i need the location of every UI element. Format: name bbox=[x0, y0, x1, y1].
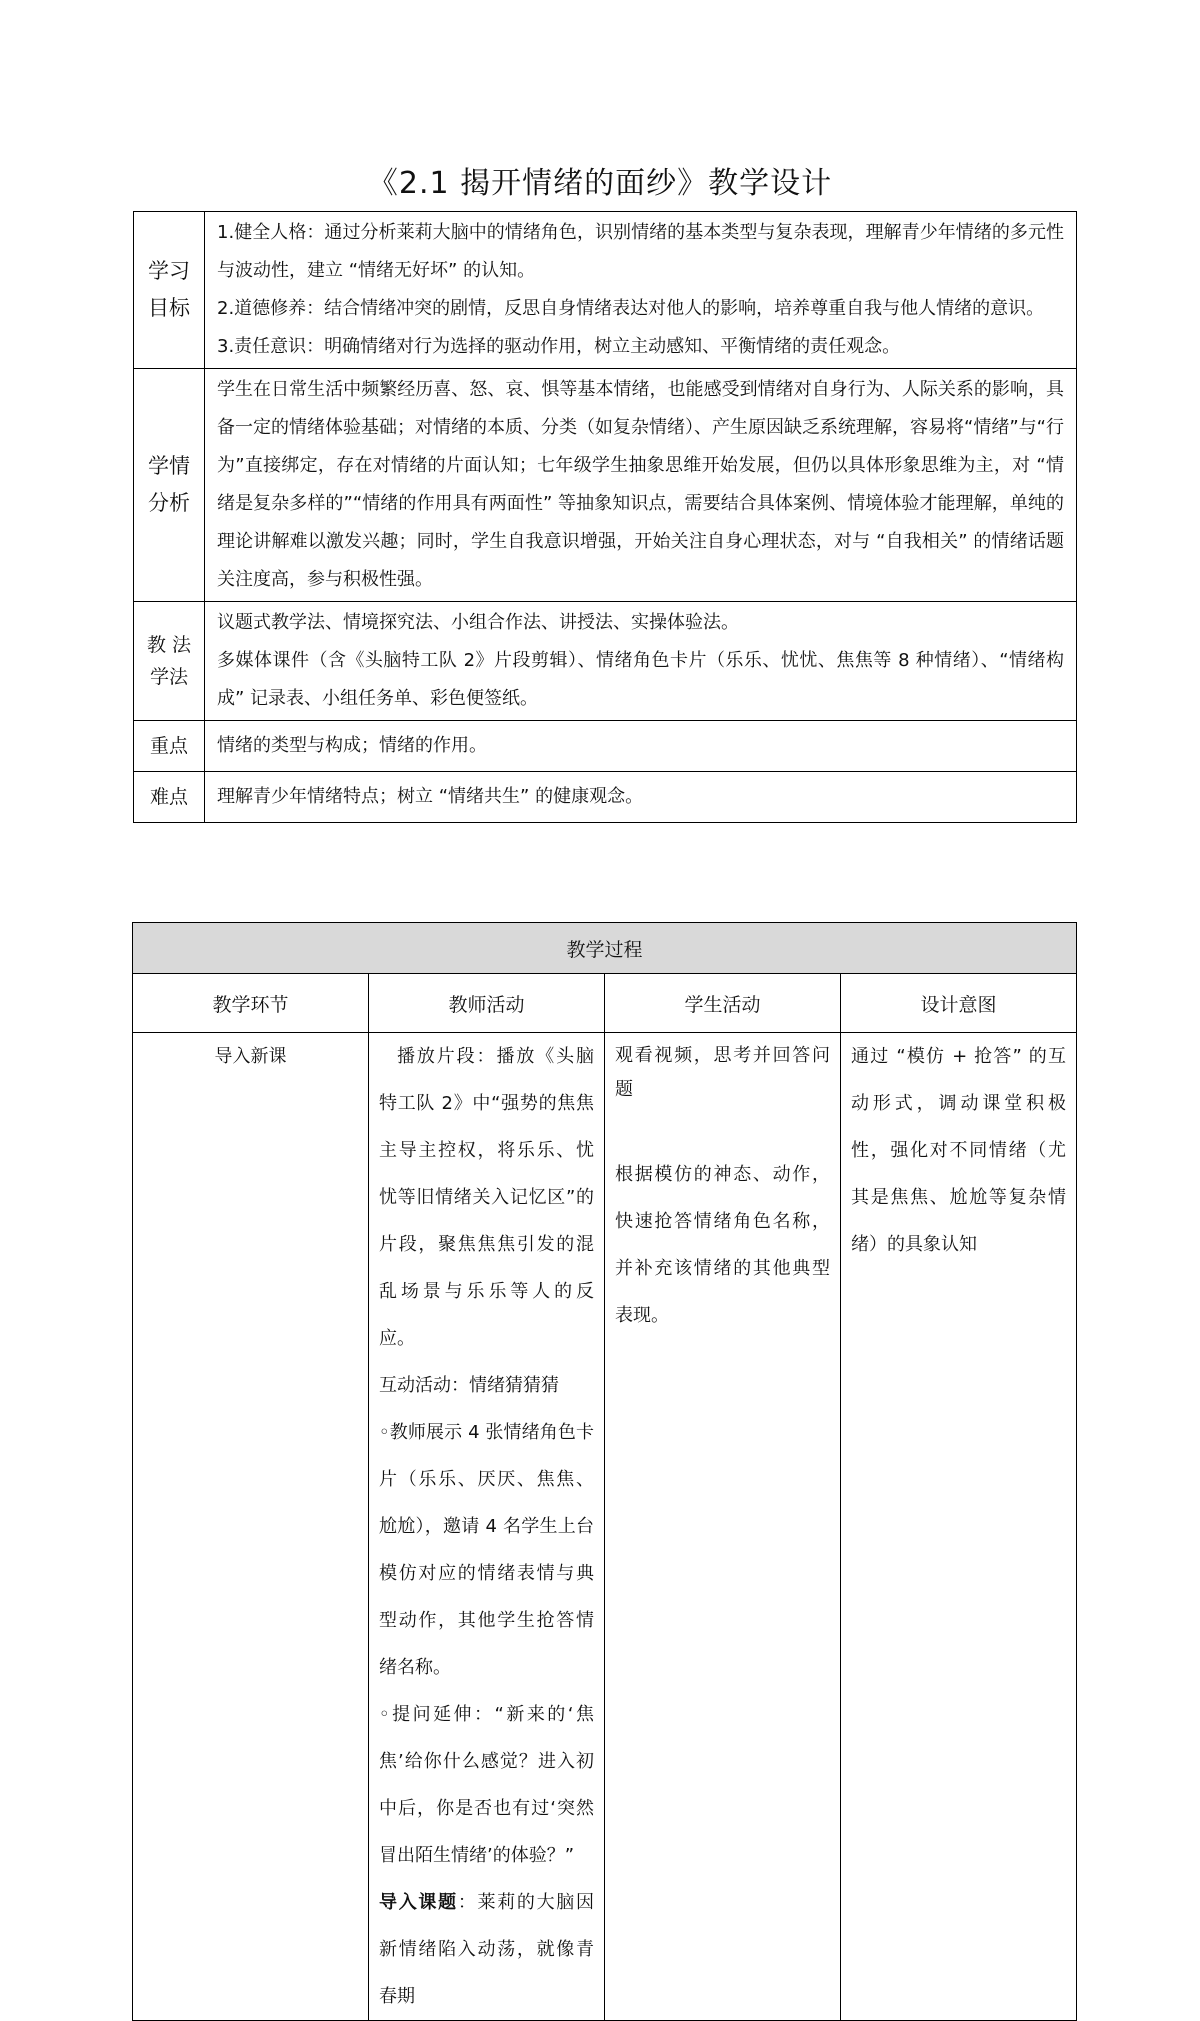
overview-table bbox=[133, 211, 1077, 823]
difficulties-row bbox=[134, 772, 1077, 823]
student-paragraph: 观看视频，思考并回答问题 bbox=[615, 1045, 830, 1100]
student-activity-cell bbox=[605, 1033, 841, 2021]
stage-cell: 导入新课 bbox=[133, 1033, 369, 2021]
process-header: 教学过程 bbox=[133, 923, 1077, 974]
process-table bbox=[132, 922, 1077, 2021]
lead-label: 导入课题 bbox=[379, 1892, 458, 1913]
objective-item: 3.责任意识：明确情绪对行为选择的驱动作用，树立主动感知、平衡情绪的责任观念。 bbox=[217, 336, 901, 357]
column-header: 教学环节 bbox=[133, 974, 369, 1033]
teacher-activity-cell bbox=[369, 1033, 605, 2021]
page-title: 《2.1 揭开情绪的面纱》教学设计 bbox=[367, 166, 833, 201]
key-points-row bbox=[134, 721, 1077, 772]
difficulties-content: 理解青少年情绪特点；树立 “情绪共生” 的健康观念。 bbox=[205, 772, 1077, 823]
methods-content bbox=[205, 602, 1077, 721]
objective-item: 2.道德修养：结合情绪冲突的剧情，反思自身情绪表达对他人的影响，培养尊重自我与他人情绪的意识。 bbox=[217, 298, 1045, 319]
process-column-headers bbox=[133, 974, 1077, 1033]
objective-item: 1.健全人格：通过分析莱莉大脑中的情绪角色，识别情绪的基本类型与复杂表现，理解青少年情绪的多元性与波动性，建立 “情绪无好坏” 的认知。 bbox=[217, 222, 1064, 281]
methods-row bbox=[134, 602, 1077, 721]
analysis-row bbox=[134, 369, 1077, 602]
methods-label: 教 法 学法 bbox=[134, 602, 205, 721]
column-header: 教师活动 bbox=[369, 974, 605, 1033]
teacher-paragraph: ◦提问延伸：“新来的‘焦焦’给你什么感觉？进入初中后，你是否也有过‘突然冒出陌生情绪’的体验？” bbox=[379, 1704, 594, 1866]
method-item: 议题式教学法、情境探究法、小组合作法、讲授法、实操体验法。 bbox=[217, 612, 739, 633]
column-header: 学生活动 bbox=[605, 974, 841, 1033]
key-points-content: 情绪的类型与构成；情绪的作用。 bbox=[205, 721, 1077, 772]
method-item: 多媒体课件（含《头脑特工队 2》片段剪辑）、情绪角色卡片（乐乐、忧忧、焦焦等 8 种情绪）、“情绪构成” 记录表、小组任务单、彩色便签纸。 bbox=[217, 650, 1064, 709]
analysis-content: 学生在日常生活中频繁经历喜、怒、哀、惧等基本情绪，也能感受到情绪对自身行为、人际关系的影响，具备一定的情绪体验基础；对情绪的本质、分类（如复杂情绪）、产生原因缺乏系统理解，容易将“情绪”与“行为”直接绑定，存在对情绪的片面认知；七年级学生抽象思维开始发展，但仍以具体形象思维为主，对 “情绪是复杂多样的”“情绪的作用具有两面性” 等抽象知识点，需要结合具体案例、情境体验才能理解，单纯的理论讲解难以激发兴趣；同时，学生自我意识增强，开始关注自身心理状态，对与 “自我相关” 的情绪话题关注度高，参与积极性强。 bbox=[205, 369, 1077, 602]
teacher-paragraph: ◦教师展示 4 张情绪角色卡片（乐乐、厌厌、焦焦、尬尬），邀请 4 名学生上台模仿对应的情绪表情与典型动作，其他学生抢答情绪名称。 bbox=[379, 1422, 594, 1678]
objectives-label: 学习 目标 bbox=[134, 212, 205, 369]
teacher-paragraph bbox=[379, 1879, 594, 2020]
teacher-paragraph: 播放片段：播放《头脑特工队 2》中“强势的焦焦主导主控权，将乐乐、忧忧等旧情绪关入记忆区”的片段，聚焦焦焦引发的混乱场景与乐乐等人的反应。 bbox=[379, 1046, 594, 1349]
analysis-label: 学情 分析 bbox=[134, 369, 205, 602]
table-row bbox=[133, 1033, 1077, 2021]
objectives-content bbox=[205, 212, 1077, 369]
column-header: 设计意图 bbox=[841, 974, 1077, 1033]
difficulties-label: 难点 bbox=[134, 772, 205, 823]
design-intent-cell: 通过 “模仿 + 抢答” 的互动形式，调动课堂积极性，强化对不同情绪（尤其是焦焦、尬尬等复杂情绪）的具象认知 bbox=[841, 1033, 1077, 2021]
lead-text: ：莱莉的大脑因新情绪陷入动荡，就像青春期 bbox=[379, 1892, 595, 2007]
teacher-paragraph: 互动活动：情绪猜猜猜 bbox=[379, 1375, 559, 1396]
key-points-label: 重点 bbox=[134, 721, 205, 772]
objectives-row bbox=[134, 212, 1077, 369]
student-paragraph: 根据模仿的神态、动作，快速抢答情绪角色名称，并补充该情绪的其他典型表现。 bbox=[615, 1164, 830, 1326]
